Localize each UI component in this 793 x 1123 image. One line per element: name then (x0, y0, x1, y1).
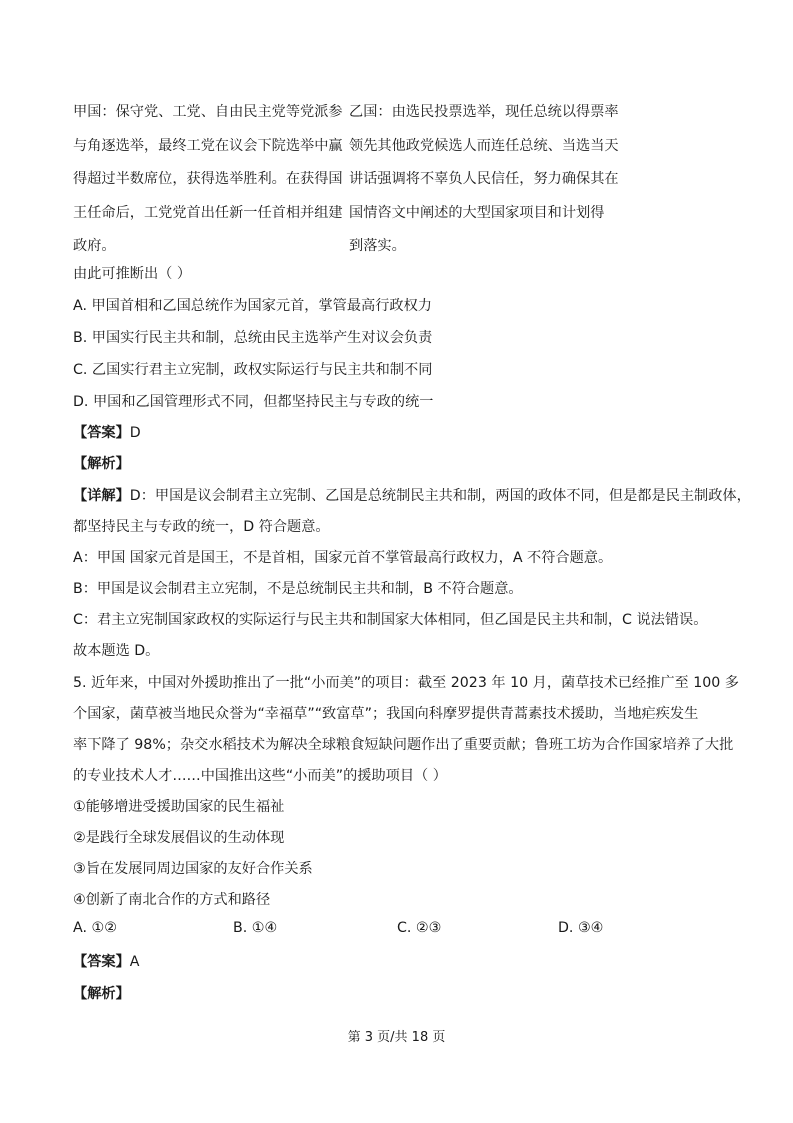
q5-statement-4: ④创新了南北合作的方式和路径 (73, 892, 271, 908)
detail-text: D：甲国是议会制君主立宪制、乙国是总统制民主共和制，两国的政体不同，但是都是民主制政体， (129, 488, 751, 504)
q5-statement-1: ①能够增进受援助国家的民生福祉 (73, 799, 285, 815)
answer-value: D (129, 425, 141, 441)
q4-analysis-label: 【解析】 (73, 456, 130, 472)
country-a-line: 政府。 (73, 238, 116, 254)
q4-detail-line-1 (73, 485, 751, 505)
q5-option-c: C. ②③ (397, 920, 442, 936)
q4-detail-line-2: 都坚持民主与专政的统一，D 符合题意。 (73, 519, 330, 535)
q4-explain-b: B：甲国是议会制君主立宪制，不是总统制民主共和制，B 不符合题意。 (73, 581, 523, 597)
country-b-line: 领先其他政党候选人而连任总统、当选当天 (349, 137, 619, 154)
answer-label: 【答案】 (73, 954, 130, 970)
q5-stem-line-2: 个国家，菌草被当地民众誉为“幸福草”“致富草”；我国向科摩罗提供青蒿素技术援助，当地疟疾发生 (73, 706, 699, 722)
country-a-line: 得超过半数席位，获得选举胜利。在获得国 (73, 171, 343, 187)
q4-prompt: 由此可推断出（ ） (73, 266, 192, 282)
q4-option-d: D. 甲国和乙国管理形式不同，但都坚持民主与专政的统一 (73, 394, 434, 410)
q5-statement-3: ③旨在发展同周边国家的友好合作关系 (73, 861, 313, 877)
country-a-line: 王任命后，工党党首出任新一任首相并组建 (73, 204, 343, 221)
page-number: 第 3 页/共 18 页 (347, 1030, 446, 1045)
answer-label: 【答案】 (73, 425, 130, 441)
country-b-line: 乙国：由选民投票选举，现任总统以得票率 (349, 104, 619, 120)
q4-answer (73, 422, 141, 442)
q5-option-a: A. ①② (73, 920, 117, 936)
detail-label: 【详解】 (73, 488, 130, 504)
q4-conclusion: 故本题选 D。 (73, 643, 160, 659)
q4-option-c: C. 乙国实行君主立宪制，政权实际运行与民主共和制不同 (73, 362, 433, 378)
q4-explain-a: A：甲国 国家元首是国王，不是首相，国家元首不掌管最高行政权力，A 不符合题意。 (73, 550, 613, 566)
country-a-line: 与角逐选举，最终工党在议会下院选举中赢 (73, 137, 343, 154)
q5-stem-line-3: 率下降了 98%；杂交水稻技术为解决全球粮食短缺问题作出了重要贡献；鲁班工坊为合作国家培养了大批 (73, 737, 734, 753)
q5-analysis-label: 【解析】 (73, 986, 130, 1002)
country-a-description (73, 96, 343, 264)
q5-stem-line-1: 5. 近年来，中国对外援助推出了一批“小而美”的项目：截至 2023 年 10 月，菌草技术已经推广至 100 多 (73, 675, 739, 691)
q4-explain-c: C：君主立宪制国家政权的实际运行与民主共和制国家大体相同，但乙国是民主共和制，C 说法错误。 (73, 612, 708, 628)
country-b-description (349, 96, 619, 264)
q5-answer (73, 951, 139, 971)
q5-statement-2: ②是践行全球发展倡议的生动体现 (73, 830, 285, 846)
country-a-line: 甲国：保守党、工党、自由民主党等党派参 (73, 104, 343, 120)
country-b-line: 讲话强调将不辜负人民信任，努力确保其在 (349, 171, 619, 187)
q4-option-a: A. 甲国首相和乙国总统作为国家元首，掌管最高行政权力 (73, 298, 432, 314)
answer-value: A (129, 954, 140, 970)
q5-stem-line-4: 的专业技术人才……中国推出这些“小而美”的援助项目（ ） (73, 768, 447, 784)
q5-option-b: B. ①④ (233, 920, 278, 936)
country-b-line: 到落实。 (349, 238, 406, 254)
q4-option-b: B. 甲国实行民主共和制，总统由民主选举产生对议会负责 (73, 330, 433, 346)
country-b-line: 国情咨文中阐述的大型国家项目和计划得 (349, 204, 605, 221)
q5-option-d: D. ③④ (558, 920, 604, 936)
